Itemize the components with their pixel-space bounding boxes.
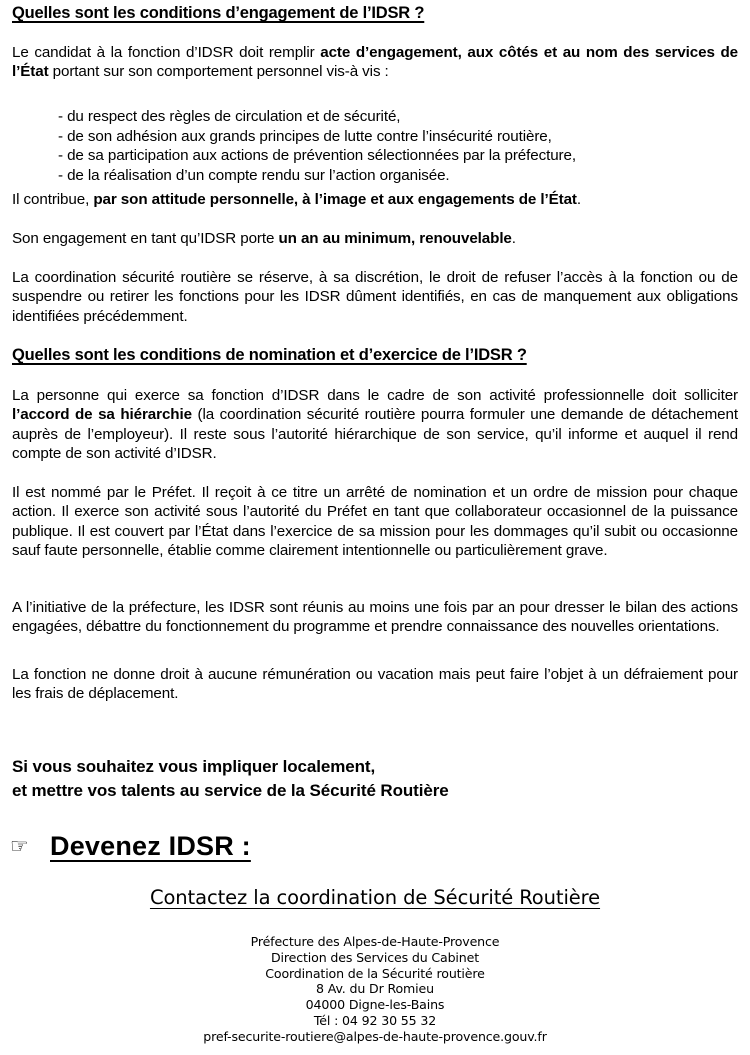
- contact-line-city: 04000 Digne-les-Bains: [305, 997, 445, 1013]
- paragraph-contribue: [12, 190, 738, 209]
- paragraph-personne: [12, 386, 738, 464]
- paragraph-contribue-text-after: .: [576, 191, 582, 208]
- paragraph-personne-text-before: La personne qui exerce sa fonction d’IDSR dans le cadre de son activité professionnelle doit solliciter: [12, 387, 738, 404]
- list-item: - de son adhésion aux grands principes de lutte contre l’insécurité routière,: [58, 127, 552, 145]
- contact-heading-label: Contactez la coordination de Sécurité Routière: [149, 886, 601, 909]
- call-to-action-line-2: et mettre vos talents au service de la Sécurité Routière: [12, 781, 449, 800]
- list-item: - de sa participation aux actions de prévention sélectionnées par la préfecture,: [58, 147, 576, 165]
- list-item: - de la réalisation d’un compte rendu sur l’action organisée.: [58, 166, 450, 184]
- devenez-idsr-label: Devenez IDSR :: [50, 831, 251, 861]
- paragraph-contribue-text-before: Il contribue,: [12, 191, 94, 208]
- list-item: - du respect des règles de circulation et de sécurité,: [58, 108, 401, 125]
- contact-line-phone: Tél : 04 92 30 55 32: [313, 1012, 437, 1028]
- paragraph-candidat-bold: acte d’engagement, aux côtés et au nom des services de l’État: [12, 44, 739, 81]
- contact-line-direction: Direction des Services du Cabinet: [270, 949, 479, 965]
- paragraph-duree-text-after: .: [511, 230, 516, 247]
- paragraph-personne-bold: l’accord de sa hiérarchie: [12, 406, 192, 424]
- devenez-idsr-row: [10, 831, 251, 862]
- paragraph-contribue-bold: par son attitude personnelle, à l’image et aux engagements de l’État: [93, 191, 577, 208]
- pointing-hand-icon: ☞: [10, 835, 29, 858]
- engagement-bullet-list: [58, 107, 728, 185]
- contact-line-email[interactable]: pref-securite-routiere@alpes-de-haute-provence.gouv.fr: [203, 1028, 547, 1044]
- paragraph-coordination: La coordination sécurité routière se réserve, à sa discrétion, le droit de refuser l’accès à la fonction ou de suspendre ou retirer les fonctions pour les IDSR dûment identifiés, en cas de manquement aux obligations identifiées précédemment.: [12, 269, 738, 325]
- heading-conditions-nomination: Quelles sont les conditions de nomination et d’exercice de l’IDSR ?: [12, 346, 527, 364]
- paragraph-duree-engagement: [12, 229, 738, 248]
- contact-address-block: [0, 934, 750, 1045]
- paragraph-duree-bold: un an au minimum, renouvelable: [278, 230, 512, 247]
- call-to-action-line-1: Si vous souhaitez vous impliquer localement,: [12, 757, 376, 776]
- paragraph-candidat: [12, 43, 738, 82]
- contact-line-prefecture: Préfecture des Alpes-de-Haute-Provence: [250, 934, 500, 949]
- paragraph-candidat-text-before: Le candidat à la fonction d’IDSR doit remplir: [12, 44, 321, 61]
- paragraph-personne-text-after: (la coordination sécurité routière pourra formuler une demande de détachement auprès de l’employeur). Il reste sous l’autorité hiérarchique de son service, qu’il informe et auquel il rend compte de son activité d’IDSR.: [12, 406, 738, 463]
- paragraph-nomme-par-prefet: Il est nommé par le Préfet. Il reçoit à ce titre un arrêté de nomination et un ordre de mission pour chaque action. Il exerce son activité sous l’autorité du Préfet en tant que collaborateur occasionnel de la puissance publique. Il est couvert par l’État dans l’exercice de sa mission pour les dommages qu’il subit ou occasionne sauf faute personnelle, établie comme clairement intentionnelle ou particulièrement grave.: [12, 484, 738, 560]
- contact-line-street: 8 Av. du Dr Romieu: [316, 981, 434, 997]
- contact-line-coordination: Coordination de la Sécurité routière: [265, 965, 485, 981]
- contact-heading: [0, 886, 750, 909]
- paragraph-duree-text-before: Son engagement en tant qu’IDSR porte: [12, 230, 279, 247]
- heading-conditions-engagement: Quelles sont les conditions d’engagement de l’IDSR ?: [12, 4, 425, 22]
- paragraph-remuneration: La fonction ne donne droit à aucune rémunération ou vacation mais peut faire l’objet à un défraiement pour les frais de déplacement.: [12, 666, 738, 703]
- paragraph-candidat-text-after: portant sur son comportement personnel vis-à vis :: [48, 63, 389, 81]
- call-to-action-block: [12, 755, 712, 803]
- paragraph-initiative-prefecture: A l’initiative de la préfecture, les IDSR sont réunis au moins une fois par an pour dresser le bilan des actions engagées, débattre du fonctionnement du programme et prendre connaissance des nouvelles orientations.: [12, 599, 738, 636]
